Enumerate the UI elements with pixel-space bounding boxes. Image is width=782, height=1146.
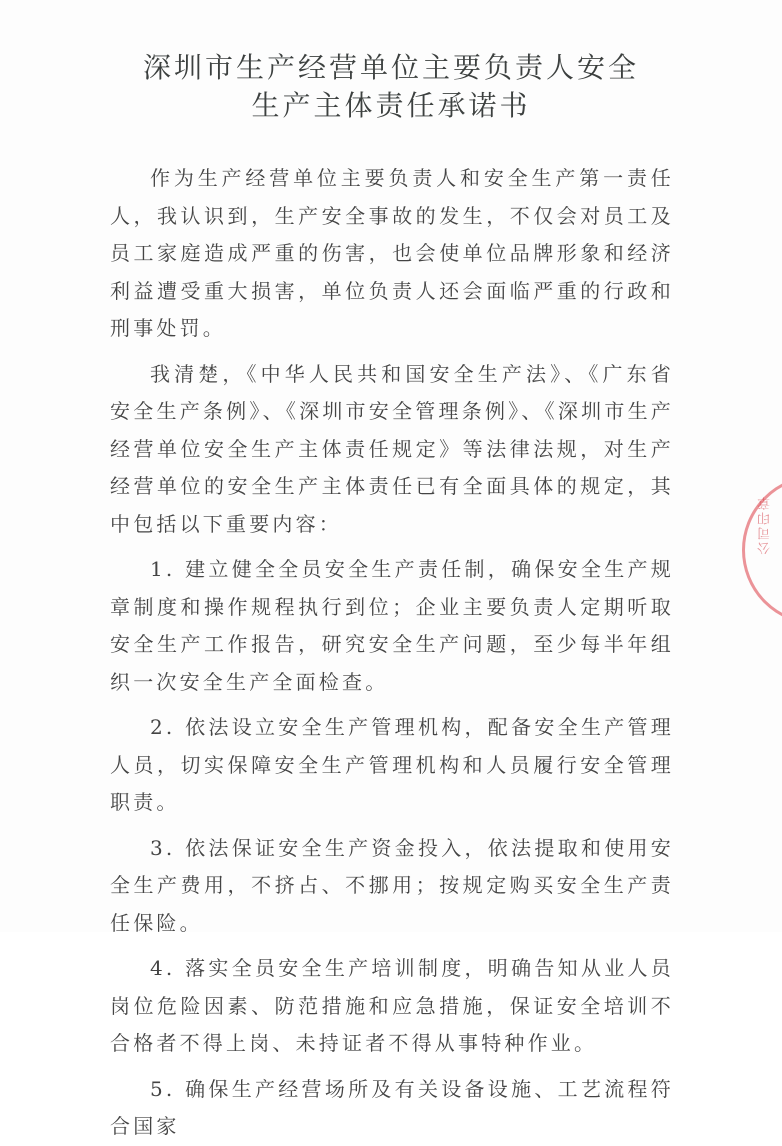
paragraph-item-2: 2. 依法设立安全生产管理机构，配备安全生产管理人员，切实保障安全生产管理机构和人员履行安全管理职责。 (110, 715, 674, 814)
paragraph-item-3: 3. 依法保证安全生产资金投入，依法提取和使用安全生产费用，不挤占、不挪用；按规定购买安全生产责任保险。 (110, 835, 674, 935)
paragraph-item-4: 4. 落实全员安全生产培训制度，明确告知从业人员岗位危险因素、防范措施和应急措施，保证安全培训不合格者不得上岗、未持证者不得从事特种作业。 (110, 956, 674, 1055)
paragraph-intro: 作为生产经营单位主要负责人和安全生产第一责任人，我认识到，生产安全事故的发生，不仅会对员工及员工家庭造成严重的伤害，也会使单位品牌形象和经济利益遭受重大损害，单位负责人还会面临严重的行政和刑事处罚。 (110, 166, 674, 340)
paragraph-item-1: 1. 建立健全全员安全生产责任制，确保安全生产规章制度和操作规程执行到位；企业主要负责人定期听取安全生产工作报告，研究安全生产问题，至少每半年组织一次安全生产全面检查。 (110, 557, 674, 694)
document-title-line1: 深圳市生产经营单位主要负责人安全 (142, 51, 639, 84)
paragraph-laws: 我清楚，《中华人民共和国安全生产法》、《广东省安全生产条例》、《深圳市安全管理条例》、《深圳市生产经营单位安全生产主体责任规定》等法律法规，对生产经营单位的安全生产主体责任已有全面具体的规定，其中包括以下重要内容： (110, 361, 674, 536)
red-seal-stamp-text: 公司印章 (758, 495, 773, 555)
paragraph-item-5: 5. 确保生产经营场所及有关设备设施、工艺流程符合国家 (110, 1076, 674, 1138)
document-title-line2: 生产主体责任承诺书 (251, 89, 531, 122)
document-body (110, 160, 674, 1146)
